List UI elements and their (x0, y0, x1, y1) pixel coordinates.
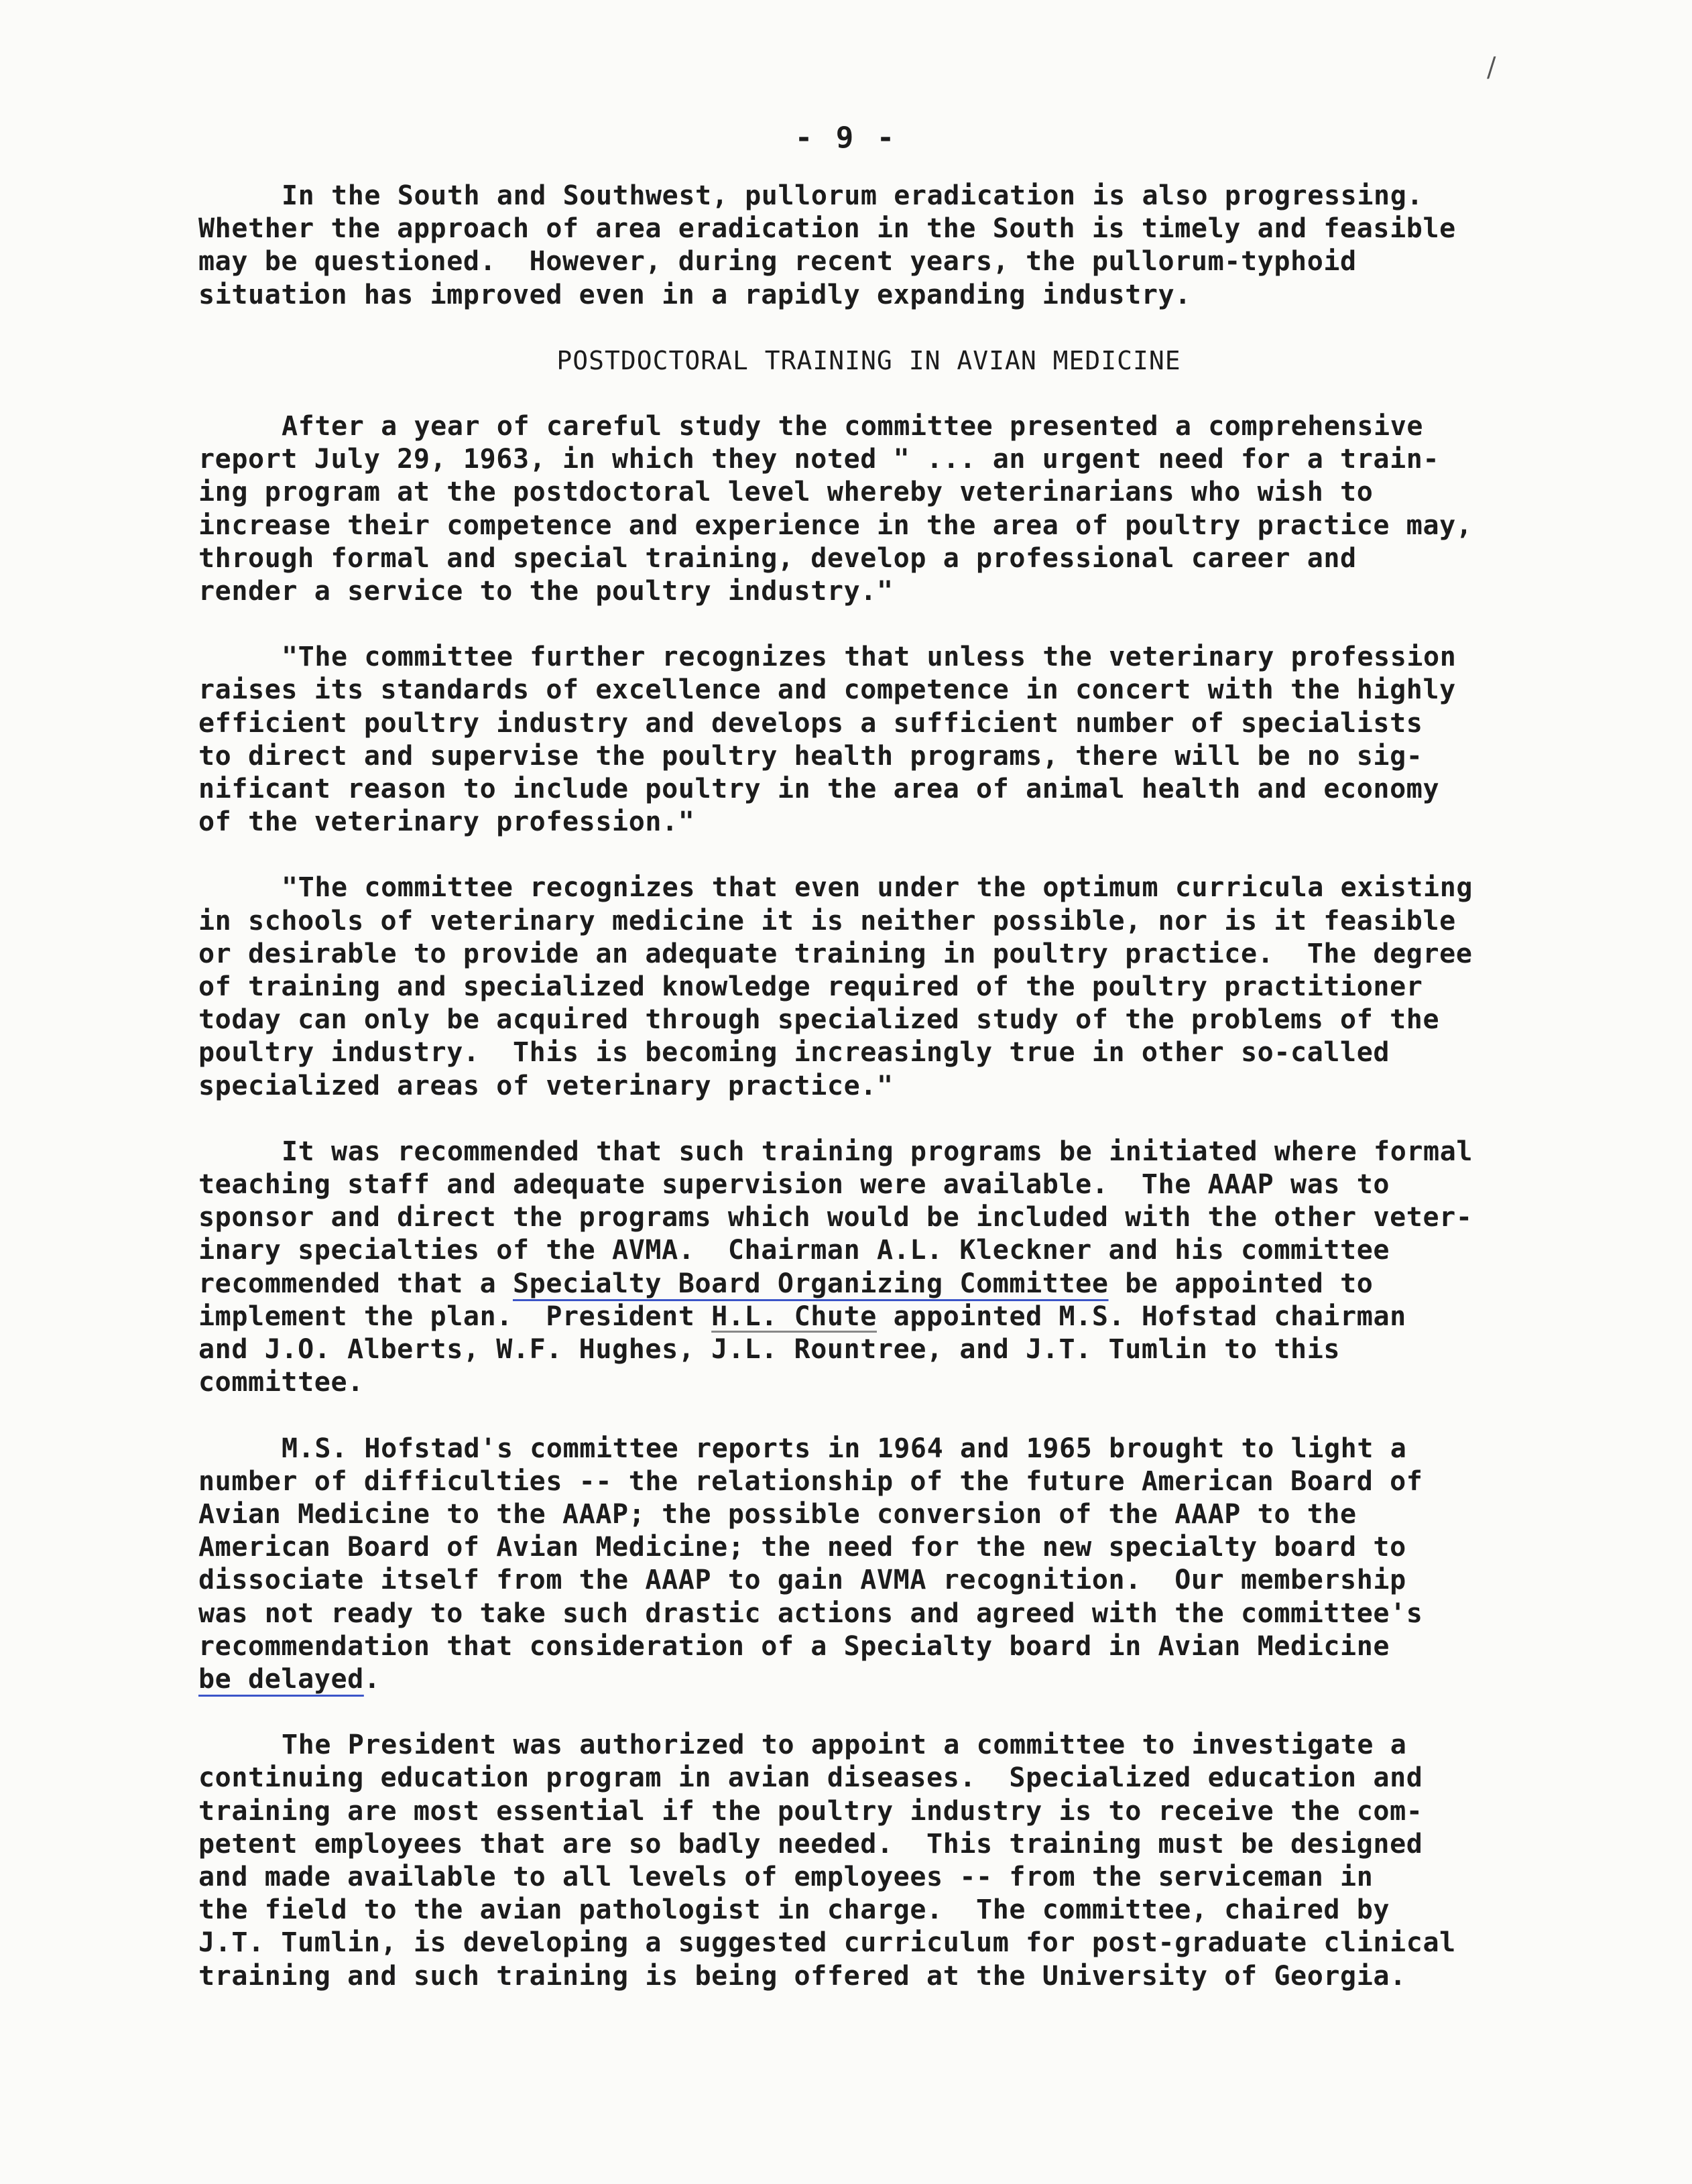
page-number: - 9 - (794, 121, 898, 155)
text-line: nificant reason to include poultry in the area of animal health and economy (198, 774, 1440, 805)
paragraph-continuing-education (198, 1729, 1512, 1993)
text-line: The President was authorized to appoint a committee to investigate a (282, 1730, 1407, 1761)
text-line: recommendation that consideration of a Specialty board in Avian Medicine (198, 1630, 1390, 1662)
text-line: today can only be acquired through specialized study of the problems of the (198, 1004, 1440, 1036)
text-line: number of difficulties -- the relationship of the future American Board of (198, 1465, 1423, 1497)
text-line: of training and specialized knowledge required of the poultry practitioner (198, 971, 1423, 1003)
text-line: was not ready to take such drastic actions and agreed with the committee's (198, 1597, 1423, 1629)
text-line: the field to the avian pathologist in charge. The committee, chaired by (198, 1894, 1390, 1926)
text-fragment: appointed M.S. Hofstad chairman (876, 1300, 1406, 1332)
text-line: American Board of Avian Medicine; the need for the new specialty board to (198, 1532, 1406, 1563)
text-line: to direct and supervise the poultry health programs, there will be no sig- (198, 740, 1423, 772)
section-heading: POSTDOCTORAL TRAINING IN AVIAN MEDICINE (556, 345, 1181, 375)
text-line: In the South and Southwest, pullorum eradication is also progressing. (282, 180, 1424, 211)
text-fragment: . (363, 1663, 381, 1695)
text-line: "The committee recognizes that even under the optimum curricula existing (282, 872, 1473, 904)
text-line (198, 1268, 1512, 1300)
text-fragment: implement the plan. President (198, 1300, 712, 1332)
paragraph-quote-standards (198, 641, 1512, 839)
text-line (198, 1663, 1512, 1696)
paragraph-training-recommendation (198, 1136, 1512, 1400)
text-line: teaching staff and adequate supervision were available. The AAAP was to (198, 1169, 1390, 1201)
text-line: may be questioned. However, during recent years, the pullorum-typhoid (198, 246, 1357, 278)
text-line: ing program at the postdoctoral level whereby veterinarians who wish to (198, 477, 1374, 508)
text-line: After a year of careful study the committee presented a comprehensive (282, 411, 1424, 442)
text-line: M.S. Hofstad's committee reports in 1964 and 1965 brought to light a (282, 1433, 1407, 1464)
text-line: continuing education program in avian diseases. Specialized education and (198, 1762, 1423, 1794)
text-fragment: be appointed to (1108, 1268, 1374, 1299)
text-line (198, 1300, 1512, 1333)
paragraph-hofstad-reports (198, 1433, 1512, 1697)
text-line: render a service to the poultry industry." (198, 576, 894, 607)
margin-pencil-mark: / (1487, 52, 1496, 83)
text-line: of the veterinary profession." (198, 806, 695, 838)
paragraph-quote-curricula (198, 871, 1512, 1102)
underlined-committee-name: Specialty Board Organizing Committee (512, 1268, 1109, 1299)
paragraph-committee-report (198, 410, 1512, 608)
text-fragment: recommended that a (198, 1268, 513, 1299)
text-line: and J.O. Alberts, W.F. Hughes, J.L. Rountree, and J.T. Tumlin to this (198, 1334, 1341, 1366)
text-line: training and such training is being offered at the University of Georgia. (198, 1960, 1406, 1992)
text-line: J.T. Tumlin, is developing a suggested curriculum for post-graduate clinical (198, 1927, 1456, 1959)
text-line: It was recommended that such training programs be initiated where formal (282, 1136, 1473, 1167)
text-line: committee. (198, 1367, 364, 1398)
text-line: report July 29, 1963, in which they noted " ... an urgent need for a train- (198, 444, 1440, 475)
document-body (198, 180, 1512, 2026)
text-line: poultry industry. This is becoming increasingly true in other so-called (198, 1037, 1390, 1069)
text-line: efficient poultry industry and develops a sufficient number of specialists (198, 707, 1423, 739)
text-line: increase their competence and experience in the area of poultry practice may, (198, 509, 1473, 541)
text-line: in schools of veterinary medicine it is neither possible, nor is it feasible (198, 905, 1456, 936)
underlined-president-name: H.L. Chute (711, 1300, 877, 1332)
text-line: Whether the approach of area eradication in the South is timely and feasible (198, 213, 1456, 245)
text-line: specialized areas of veterinary practice." (198, 1070, 894, 1101)
text-line: or desirable to provide an adequate training in poultry practice. The degree (198, 938, 1473, 969)
text-line: and made available to all levels of employees -- from the serviceman in (198, 1861, 1374, 1892)
text-line: Avian Medicine to the AAAP; the possible conversion of the AAAP to the (198, 1498, 1357, 1530)
paragraph-pullorum-eradication (198, 180, 1512, 312)
text-line: inary specialties of the AVMA. Chairman A.L. Kleckner and his committee (198, 1235, 1390, 1266)
text-line: sponsor and direct the programs which would be included with the other veter- (198, 1202, 1473, 1233)
underlined-be-delayed: be delayed (198, 1663, 364, 1695)
text-line: petent employees that are so badly needed. This training must be designed (198, 1828, 1423, 1860)
text-line: dissociate itself from the AAAP to gain AVMA recognition. Our membership (198, 1565, 1406, 1596)
text-line: through formal and special training, develop a professional career and (198, 542, 1357, 574)
text-line: "The committee further recognizes that unless the veterinary profession (282, 642, 1457, 673)
text-line: raises its standards of excellence and competence in concert with the highly (198, 674, 1456, 706)
text-line: situation has improved even in a rapidly expanding industry. (198, 279, 1191, 310)
text-line: training are most essential if the poultry industry is to receive the com- (198, 1795, 1423, 1827)
